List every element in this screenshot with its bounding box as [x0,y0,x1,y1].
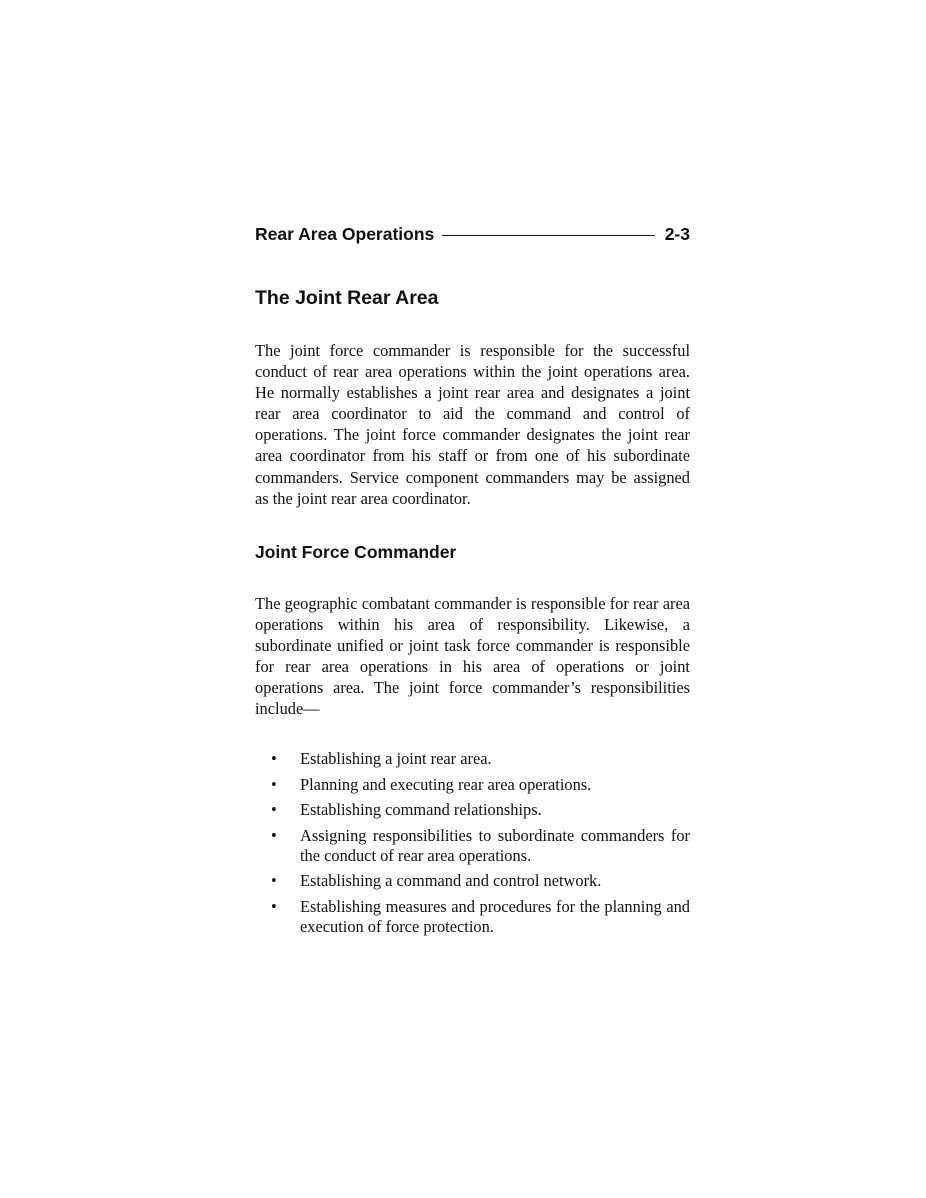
list-item-text: Establishing a command and control network. [300,871,602,891]
bullet-icon: • [271,774,277,794]
list-item-text: Establishing command relationships. [300,800,542,820]
running-header [255,222,690,246]
header-rule [442,235,654,236]
list-item-text: Planning and executing rear area operations. [300,774,592,794]
bullet-icon: • [271,800,277,820]
subsection-paragraph: The geographic combatant commander is responsible for rear area operations within his area of responsibility. Likewise, a subordinate unified or joint task force commander is responsible for rear area operations in his area of operations or joint operations area. The joint force commander’s responsibilities include— [255,593,690,719]
list-item-text: Assigning responsibilities to subordinate commanders for the conduct of rear area operations. [300,825,690,865]
list-item-text: Establishing a joint rear area. [300,749,492,769]
subsection-title: Joint Force Commander [255,541,457,562]
page-number: 2-3 [664,223,690,244]
responsibilities-list [255,749,690,937]
section-title: The Joint Rear Area [255,287,439,309]
list-item [255,775,690,795]
running-header-title: Rear Area Operations [255,223,435,244]
bullet-icon: • [271,825,277,845]
list-item [255,871,690,891]
list-item [255,826,690,866]
list-item [255,749,690,769]
bullet-icon: • [271,896,277,916]
bullet-icon: • [271,871,277,891]
list-item [255,800,690,820]
list-item-text: Establishing measures and procedures for the planning and execution of force protection. [300,896,690,936]
page-content [255,222,690,942]
section-paragraph: The joint force commander is responsible for the successful conduct of rear area operations within the joint operations area. He normally establishes a joint rear area and designates a joint rear area coordinator to aid the command and control of operations. The joint force commander designates the joint rear area coordinator from his staff or from one of his subordinate commanders. Service component commanders may be assigned as the joint rear area coordinator. [255,341,690,508]
bullet-icon: • [271,749,277,769]
list-item [255,897,690,937]
